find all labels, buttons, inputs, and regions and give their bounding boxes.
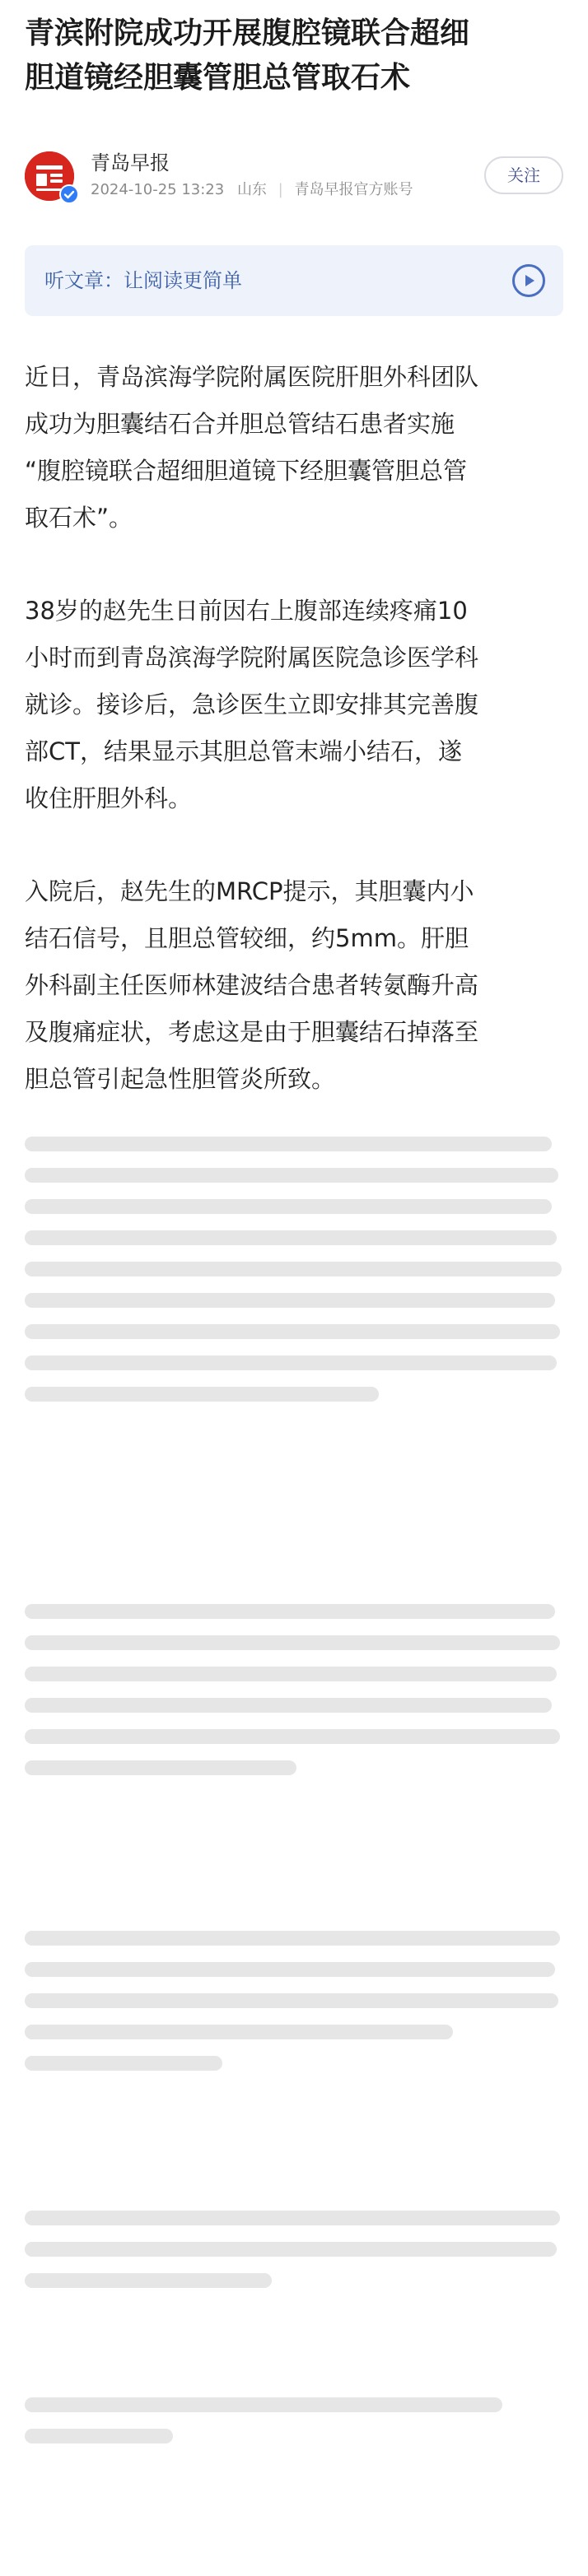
paragraph-line: 及腹痛症状，考虑这是由于胆囊结石掉落至 [25,1018,479,1046]
paragraph-line: 入院后，赵先生的MRCP提示，其胆囊内小 [25,877,474,905]
paragraph-line: 就诊。接诊后，急诊医生立即安排其完善腹 [25,690,479,718]
paragraph-line: 收住肝胆外科。 [25,784,193,812]
source-name[interactable]: 青岛早报 [91,151,170,174]
publish-location: 山东 [236,181,267,198]
paragraph-line: 胆总管引起急性胆管炎所致。 [25,1065,336,1093]
paragraph [25,868,563,1103]
paragraph-line: 取石术”。 [25,504,133,532]
illegible-paragraph [25,1588,563,1792]
title-line: 胆道镜经胆囊管胆总管取石术 [25,61,411,95]
meta-divider: | [278,181,283,198]
paragraph [25,588,563,822]
illegible-paragraph [25,2382,563,2460]
paragraph-line: 小时而到青岛滨海学院附属医院急诊医学科 [25,644,479,672]
paragraph-line: 近日，青岛滨海学院附属医院肝胆外科团队 [25,363,479,391]
paragraph-line: “腹腔镜联合超细胆道镜下经胆囊管胆总管 [25,457,468,485]
paragraph-line: 结石信号，且胆总管较细，约5mm。肝胆 [25,924,469,952]
paragraph-line: 部CT，结果显示其胆总管末端小结石，遂 [25,737,462,765]
paragraph-line: 成功为胆囊结石合并胆总管结石患者实施 [25,410,455,438]
paragraph [25,354,563,542]
source-bar [25,148,563,206]
title-line: 青滨附院成功开展腹腔镜联合超细 [25,16,470,50]
verified-check-icon [59,184,79,204]
account-label: 青岛早报官方账号 [294,181,413,198]
illegible-paragraph [25,1915,563,2087]
publish-date: 2024-10-25 13:23 [91,181,225,198]
article-body [25,354,563,1149]
illegible-paragraph [25,2195,563,2304]
paragraph-line: 外科副主任医师林建波结合患者转氨酶升高 [25,971,479,999]
play-icon[interactable] [512,264,545,297]
article-title [25,12,563,100]
source-meta [91,179,413,201]
follow-button[interactable]: 关注 [484,156,563,194]
paragraph-line: 38岁的赵先生日前因右上腹部连续疼痛10 [25,597,468,625]
listen-article-label: 听文章：让阅读更简单 [44,269,242,292]
illegible-paragraph [25,1121,563,1418]
listen-article-bar[interactable] [25,245,563,316]
